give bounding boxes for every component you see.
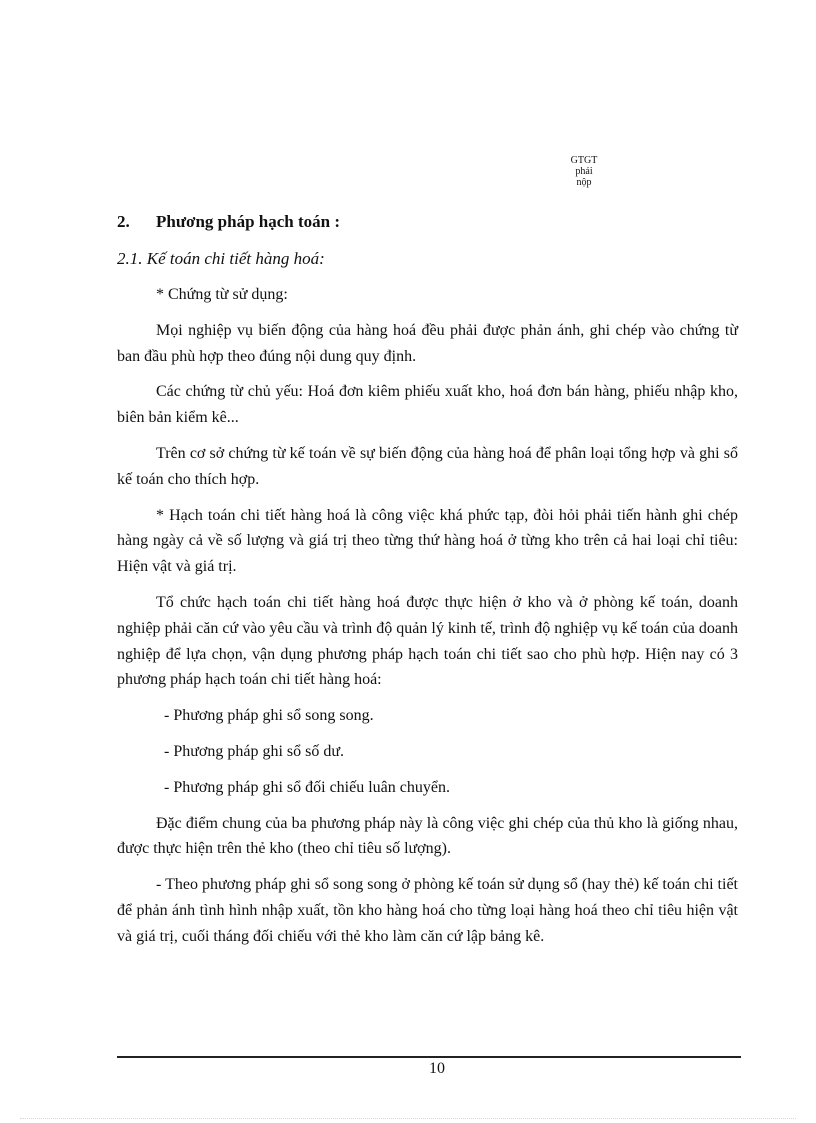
paragraph: Các chứng từ chủ yếu: Hoá đơn kiêm phiếu xuất kho, hoá đơn bán hàng, phiếu nhập kho, biên bản kiểm kê... (117, 383, 738, 427)
paragraph: * Hạch toán chi tiết hàng hoá là công việc khá phức tạp, đòi hỏi phải tiến hành ghi chép hàng ngày cả về số lượng và giá trị theo từng thứ hàng hoá ở từng kho trên cả hai loại chỉ tiêu: Hiện vật và giá trị. (117, 506, 738, 576)
subsection-heading: 2.1. Kế toán chi tiết hàng hoá: (117, 249, 325, 268)
method-list-item: - Phương pháp ghi sổ đối chiếu luân chuyển. (164, 778, 450, 796)
page-number: 10 (429, 1060, 445, 1077)
table-fragment-label (560, 155, 608, 188)
paragraph: Đặc điểm chung của ba phương pháp này là công việc ghi chép của thủ kho là giống nhau, được thực hiện trên thẻ kho (theo chỉ tiêu số lượng). (117, 814, 738, 858)
paragraph: Trên cơ sở chứng từ kế toán về sự biến động của hàng hoá để phân loại tổng hợp và ghi sổ kế toán cho thích hợp. (117, 444, 738, 488)
paragraph: * Chứng từ sử dụng: (156, 286, 288, 303)
method-list-item: - Phương pháp ghi sổ số dư. (164, 742, 345, 760)
section-heading (117, 212, 340, 232)
document-body (117, 282, 738, 960)
table-fragment-line: nộp (576, 177, 592, 188)
table-fragment-line: phải (575, 166, 593, 177)
page-edge-dotted-line (20, 1118, 796, 1119)
paragraph: Mọi nghiệp vụ biến động của hàng hoá đều phải được phản ánh, ghi chép vào chứng từ ban đầu phù hợp theo đúng nội dung quy định. (117, 321, 738, 365)
method-list-item: - Phương pháp ghi sổ song song. (164, 707, 374, 725)
section-title: Phương pháp hạch toán : (156, 212, 341, 231)
section-number: 2. (117, 212, 130, 231)
footer-divider (117, 1056, 741, 1058)
paragraph: - Theo phương pháp ghi sổ song song ở phòng kế toán sử dụng sổ (hay thẻ) kế toán chi tiết để phản ánh tình hình nhập xuất, tồn kho hàng hoá cho từng loại hàng hoá theo chỉ tiêu hiện vật và giá trị, cuối tháng đối chiếu với thẻ kho làm căn cứ lập bảng kê. (117, 876, 738, 945)
table-fragment-line: GTGT (570, 155, 598, 166)
paragraph: Tổ chức hạch toán chi tiết hàng hoá được thực hiện ở kho và ở phòng kế toán, doanh nghiệp phải căn cứ vào yêu cầu và trình độ quản lý kinh tế, trình độ nghiệp vụ kế toán của doanh nghiệp để lựa chọn, vận dụng phương pháp hạch toán chi tiết sao cho phù hợp. Hiện nay có 3 phương pháp hạch toán chi tiết hàng hoá: (117, 593, 738, 689)
